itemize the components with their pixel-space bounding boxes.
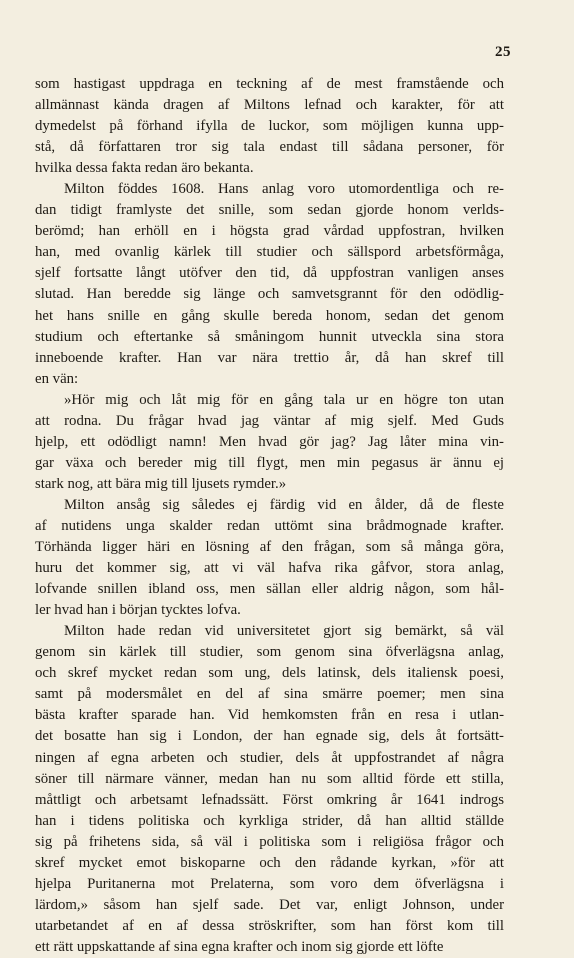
text-line: hjelpa Puritanerna mot Prelaterna, som voro dem öfverlägsna i [35,875,504,892]
text-line: sjelf fortsatte långt utöfver den tid, då uppfostran vanligen anses [35,265,504,282]
text-line: utarbetandet af en af dessa ströskrifter, som han först kom till [35,917,504,934]
text-line: ett rätt uppskattande af sina egna krafter och inom sig gjorde ett löfte [35,938,444,955]
text-line: hvilka dessa fakta redan äro bekanta. [35,160,254,177]
text-line: att rodna. Du frågar hvad jag väntar af mig sjelf. Med Guds [35,412,504,429]
text-line: Törhända ligger häri en lösning af den frågan, som så många göra, [35,539,504,556]
text-line: het hans snille en gång skulle bereda honom, sedan det genom [35,307,504,324]
text-line: stå, då författaren tror sig tala endast till sådana personer, för [35,139,504,156]
text-line: studium och eftertanke så småningom hunnit utveckla sina stora [35,328,504,345]
text-line: gar växa och bereder mig till flygt, men min pegasus är ännu ej [35,454,504,471]
text-line: skref mycket emot biskoparne och den rådande kyrkan, »för att [35,854,504,871]
text-line: söner till närmare vänner, medan han nu som alltid förde ett stilla, [35,770,504,787]
text-line: huru det kommer sig, att vi väl hafva rika gåfvor, stora anlag, [35,560,504,577]
text-line: hjelp, ett odödligt namn! Men hvad gör jag? Jag låter mina vin- [35,433,504,450]
body-text [35,74,504,958]
text-line: ningen af egna arbeten och studier, dels åt uppfostrandet af några [35,749,504,766]
text-line: allmännast kända dragen af Miltons lefnad och karakter, för att [35,97,504,114]
text-line: ler hvad han i början tycktes lofva. [35,602,241,619]
text-line: »Hör mig och låt mig för en gång tala ur en högre ton utan [64,391,504,408]
text-line: en vän: [35,370,79,387]
text-line: bästa krafter sparade han. Vid hemkomsten från en resa i utlan- [35,707,504,724]
text-line: genom sin kärlek till studier, som genom sina öfverlägsna anlag, [35,644,504,661]
text-line: sig på frihetens sida, så väl i politiska som i religiösa frågor och [35,833,504,850]
text-line: berömd; han erhöll en i högsta grad vårdad uppfostran, hvilken [35,223,504,240]
text-line: lärdom,» såsom han sjelf sade. Det var, enligt Johnson, under [35,896,504,913]
text-line: af nutidens unga skalder redan uttömt sina brådmognade krafter. [35,517,504,534]
text-line: inneboende krafter. Han var nära trettio år, då han skref till [35,349,504,366]
text-line: dan tidigt framlyste det snille, som sedan gjorde honom verlds- [35,202,504,219]
text-line: lofvande snillen ibland oss, men sällan eller aldrig någon, som hål- [35,581,504,598]
text-line: Milton hade redan vid universitetet gjort sig bemärkt, så väl [64,623,504,640]
page-number: 25 [495,44,511,60]
text-line: han i tidens politiska och kyrkliga strider, då han alltid ställde [35,812,504,829]
text-line: som hastigast uppdraga en teckning af de mest framstående och [35,76,504,92]
text-line: han, med ovanlig kärlek till studier och sällspord arbetsförmåga, [35,244,504,261]
text-line: stark nog, att bära mig till ljusets rymder.» [35,475,287,492]
text-line: dymedelst på förhand ifylla de luckor, som möjligen kunna upp- [35,118,504,135]
text-line: samt på modersmålet en del af sina smärre poemer; men sina [35,686,504,703]
text-line: slutad. Han beredde sig länge och samvetsgrannt för den odödlig- [35,286,504,303]
text-line: det bosatte han sig i London, der han egnade sig, dels åt fortsätt- [35,728,504,745]
text-line: och skref mycket redan som ung, dels latinsk, dels italiensk poesi, [35,665,504,682]
text-line: Milton föddes 1608. Hans anlag voro utomordentliga och re- [64,181,504,198]
text-line: måttligt och arbetsamt lefnadssätt. Först omkring år 1641 indrogs [35,791,504,808]
text-line: Milton ansåg sig således ej färdig vid en ålder, då de fleste [64,496,504,513]
